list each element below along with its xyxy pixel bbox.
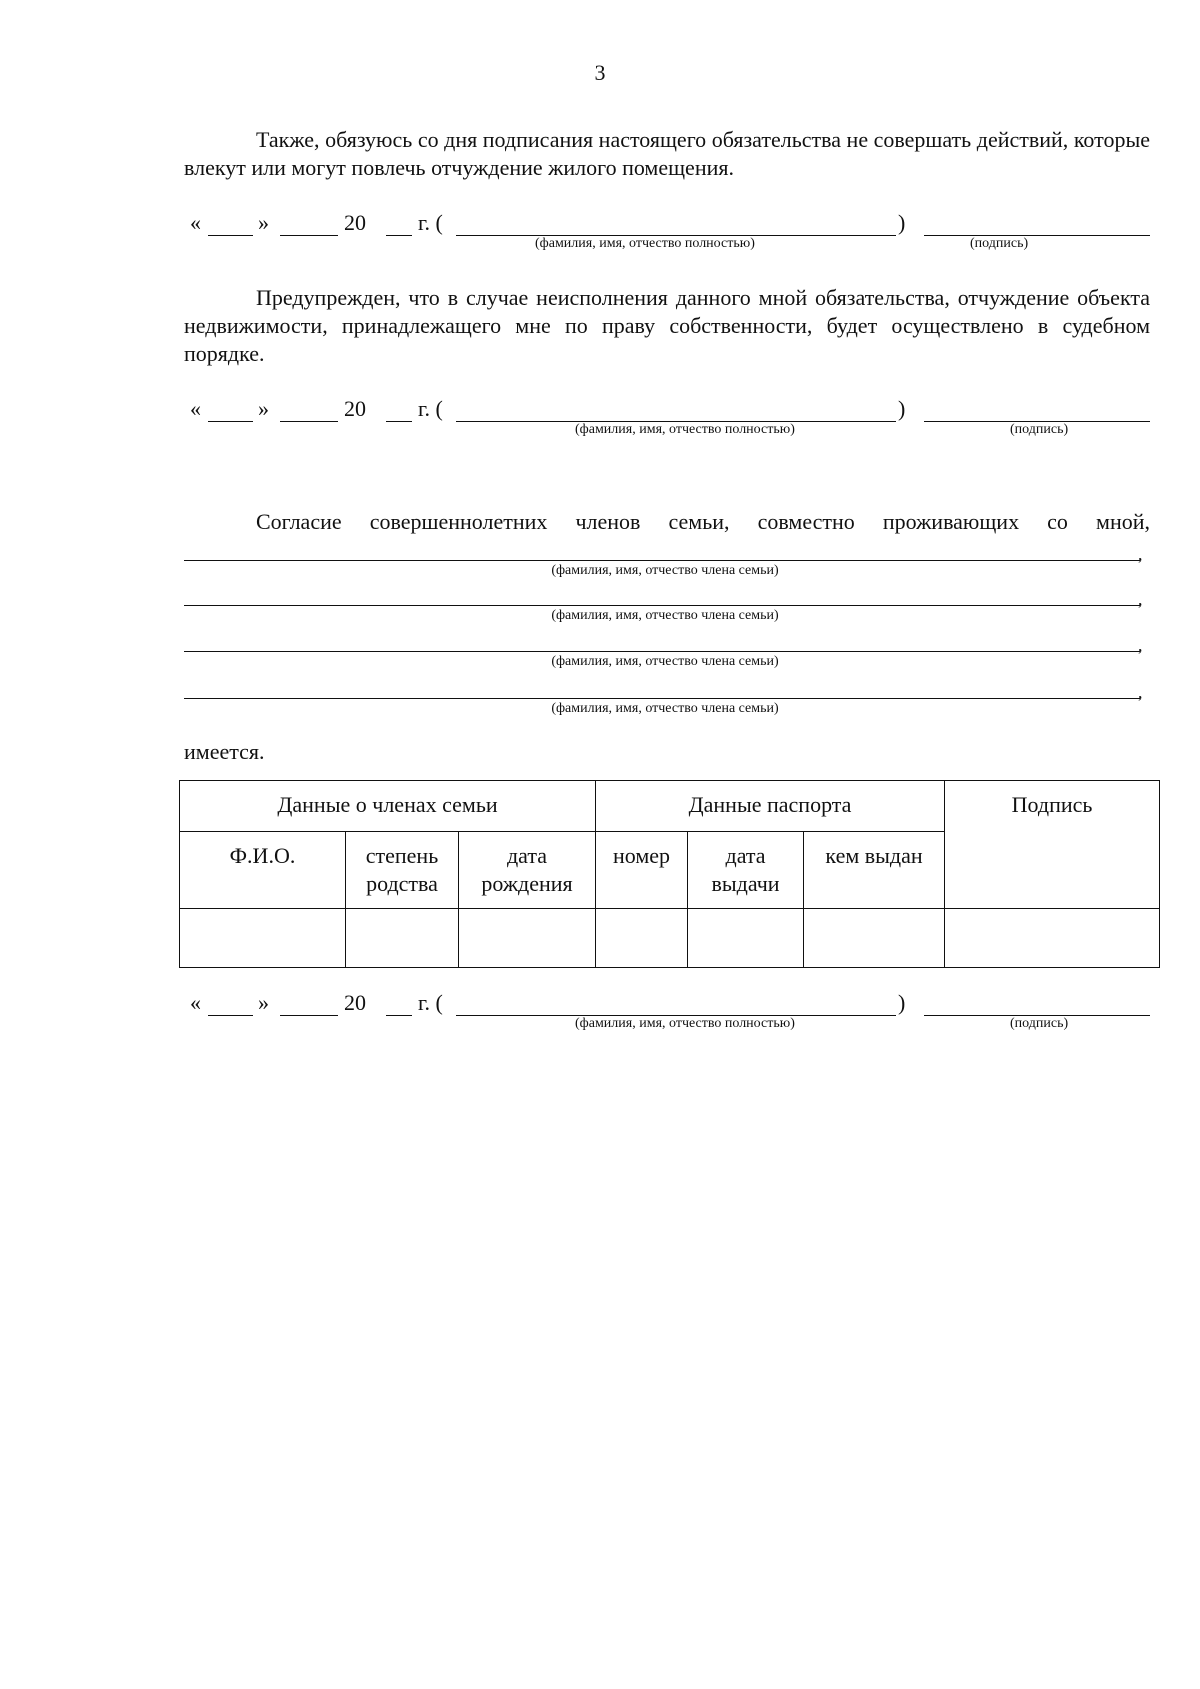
fio-caption: (фамилия, имя, отчество полностью): [575, 422, 795, 437]
member-caption: (фамилия, имя, отчество члена семьи): [551, 563, 779, 578]
table-row: [180, 909, 1160, 968]
close-paren: ): [898, 210, 906, 235]
sign-caption: (подпись): [970, 236, 1029, 251]
year-suffix: г. (: [418, 396, 443, 421]
warning-paragraph: [184, 284, 1150, 368]
header-issue-date: [688, 832, 804, 909]
open-quote: «: [190, 396, 201, 421]
cell-fio[interactable]: [180, 909, 346, 968]
day-field[interactable]: [208, 421, 253, 422]
year-field[interactable]: [386, 1015, 412, 1016]
header-passport-number: номер: [596, 832, 688, 909]
obligation-text: Также, обязуюсь со дня подписания настоящего обязательства не совершать действий, которые влекут или могут повлечь отчуждение жилого помещения.: [184, 127, 1150, 180]
header-issue-line1: дата: [725, 843, 766, 868]
member-comma: ,: [1138, 682, 1143, 702]
signature-line-2: [190, 396, 1150, 446]
warning-text: Предупрежден, что в случае неисполнения данного мной обязательства, отчуждение объекта недвижимости, принадлежащего мне по праву собственности, будет осуществлено в судебном порядке.: [184, 285, 1150, 366]
close-paren: ): [898, 990, 906, 1015]
sign-caption: (подпись): [1010, 422, 1069, 437]
table-header-row-1: [180, 781, 1160, 832]
year-suffix: г. (: [418, 210, 443, 235]
cell-issued-by[interactable]: [804, 909, 945, 968]
signature-line-3: [190, 990, 1150, 1040]
family-members-table: [179, 780, 1160, 968]
member-caption: (фамилия, имя, отчество члена семьи): [551, 654, 779, 669]
member-caption: (фамилия, имя, отчество члена семьи): [551, 608, 779, 623]
signature-field[interactable]: [924, 235, 1150, 236]
cell-issue-date[interactable]: [688, 909, 804, 968]
open-quote: «: [190, 990, 201, 1015]
open-quote: «: [190, 210, 201, 235]
close-quote: »: [258, 210, 269, 235]
year-suffix: г. (: [418, 990, 443, 1015]
close-quote: »: [258, 990, 269, 1015]
consent-intro-text: Согласие совершеннолетних членов семьи, совместно проживающих со мной,: [256, 509, 1150, 534]
signature-line-1: [190, 210, 1150, 260]
member-comma: ,: [1138, 635, 1143, 655]
member-name-field[interactable]: [184, 605, 1140, 606]
month-field[interactable]: [280, 235, 338, 236]
year-field[interactable]: [386, 235, 412, 236]
member-name-field[interactable]: [184, 560, 1140, 561]
header-birth-line1: дата: [506, 843, 548, 868]
header-issued-by: кем выдан: [804, 832, 945, 909]
member-name-field[interactable]: [184, 651, 1140, 652]
cell-signature[interactable]: [945, 909, 1160, 968]
cell-passport-number[interactable]: [596, 909, 688, 968]
year-field[interactable]: [386, 421, 412, 422]
close-quote: »: [258, 396, 269, 421]
header-issue-line2: выдачи: [711, 871, 780, 896]
obligation-paragraph: [184, 126, 1150, 182]
day-field[interactable]: [208, 1015, 253, 1016]
fio-caption: (фамилия, имя, отчество полностью): [575, 1016, 795, 1031]
day-field[interactable]: [208, 235, 253, 236]
header-birth-line2: рождения: [481, 871, 573, 896]
header-signature: Подпись: [945, 781, 1160, 909]
cell-birth-date[interactable]: [459, 909, 596, 968]
header-passport-data: Данные паспорта: [596, 781, 945, 832]
member-comma: ,: [1138, 589, 1143, 609]
year-prefix: 20: [344, 990, 366, 1015]
member-comma: ,: [1138, 544, 1143, 564]
header-relation: [346, 832, 459, 909]
page-number: 3: [594, 60, 606, 85]
member-name-field[interactable]: [184, 698, 1140, 699]
month-field[interactable]: [280, 421, 338, 422]
header-relation-line1: степень: [365, 843, 439, 868]
imeetsya-text: имеется.: [184, 739, 265, 764]
close-paren: ): [898, 396, 906, 421]
consent-intro: [184, 508, 1150, 536]
year-prefix: 20: [344, 210, 366, 235]
year-prefix: 20: [344, 396, 366, 421]
header-relation-line2: родства: [366, 871, 438, 896]
cell-relation[interactable]: [346, 909, 459, 968]
sign-caption: (подпись): [1010, 1016, 1069, 1031]
header-birth-date: [459, 832, 596, 909]
month-field[interactable]: [280, 1015, 338, 1016]
member-caption: (фамилия, имя, отчество члена семьи): [551, 701, 779, 716]
header-family-data: Данные о членах семьи: [180, 781, 596, 832]
fio-caption: (фамилия, имя, отчество полностью): [535, 236, 755, 251]
header-fio: Ф.И.О.: [180, 832, 346, 909]
